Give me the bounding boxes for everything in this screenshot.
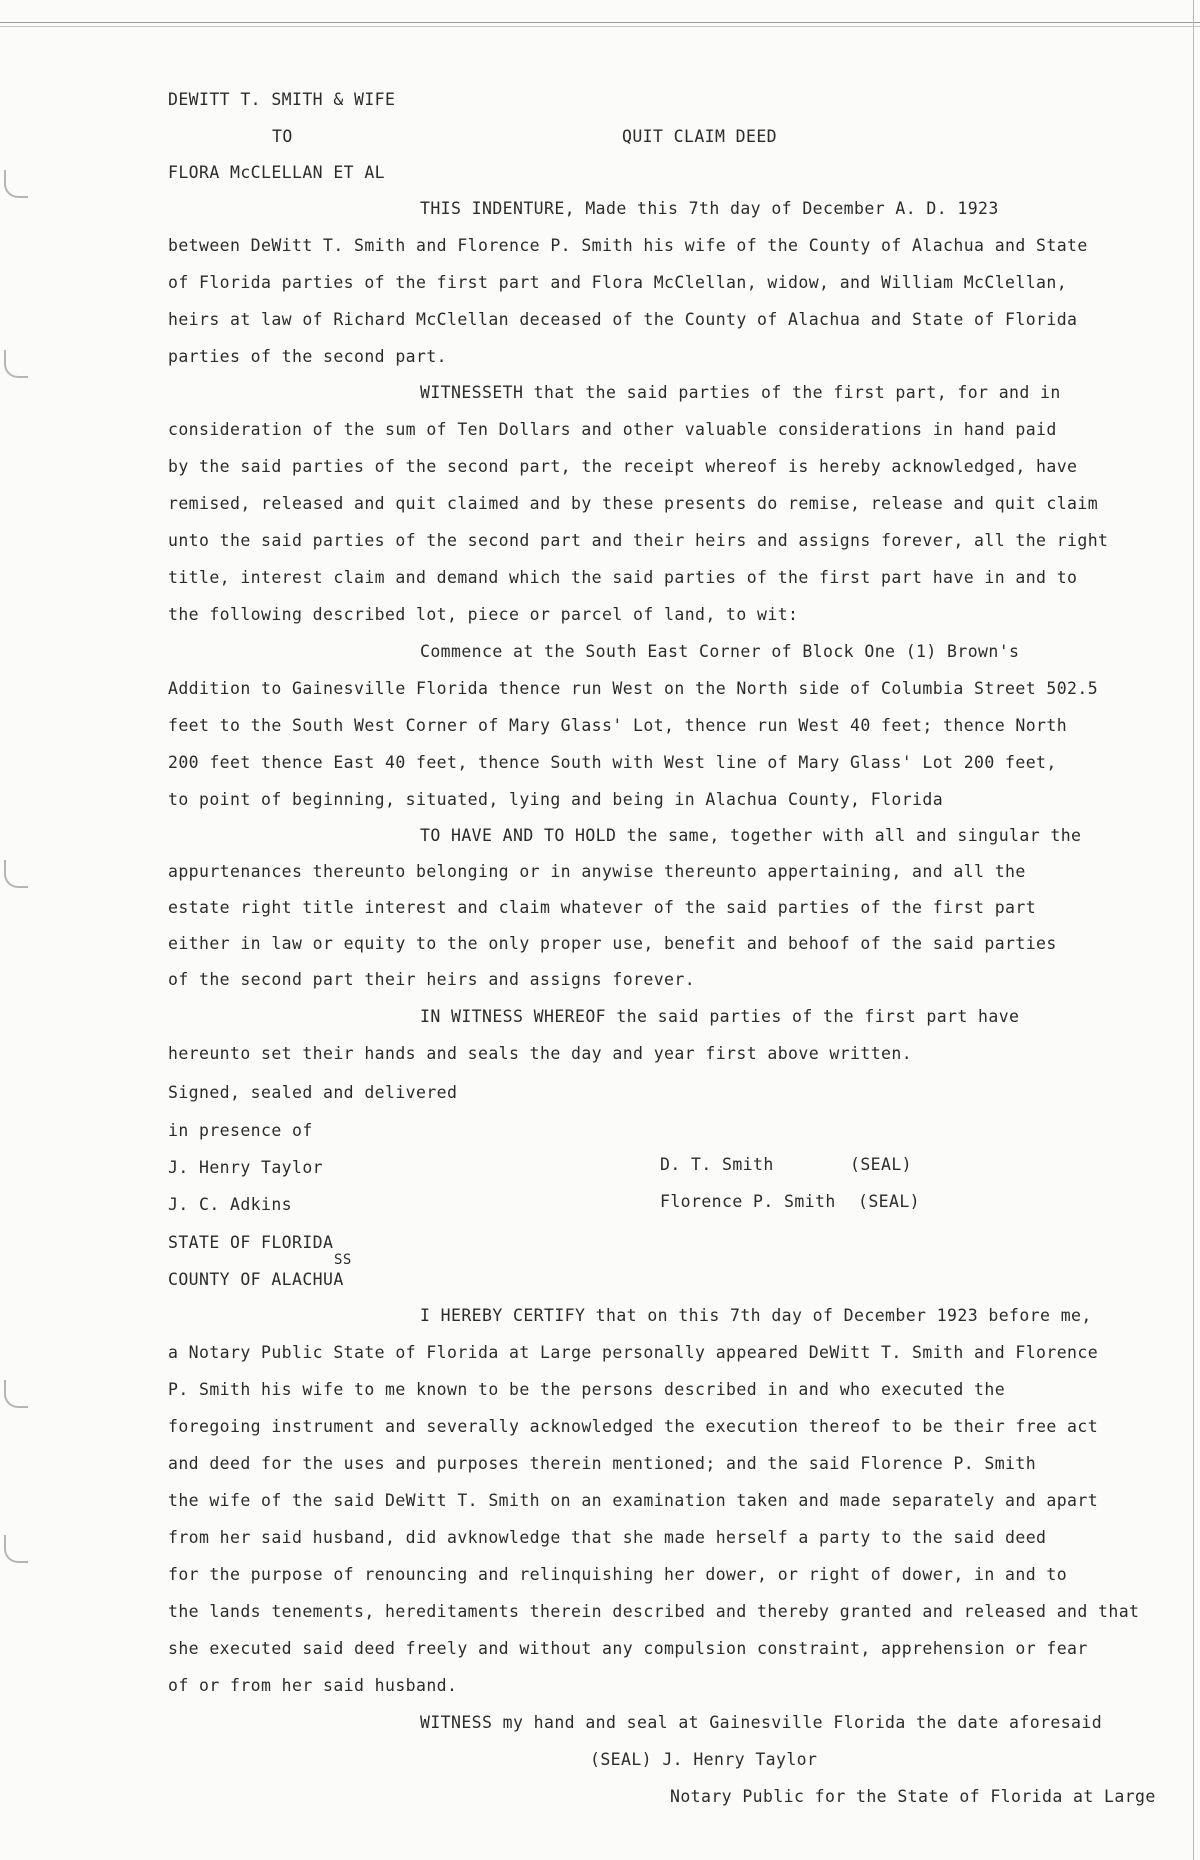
certificate-line: I HEREBY CERTIFY that on this 7th day of December 1923 before me,	[420, 1306, 1092, 1325]
seal-label: (SEAL)	[858, 1192, 921, 1211]
land-description-line: Addition to Gainesville Florida thence run West on the North side of Columbia Street 502.5	[168, 679, 1099, 698]
in-witness-line: hereunto set their hands and seals the day and year first above written.	[168, 1044, 913, 1063]
indenture-line: between DeWitt T. Smith and Florence P. Smith his wife of the County of Alachua and State	[168, 236, 1088, 255]
land-description-line: 200 feet thence East 40 feet, thence South with West line of Mary Glass' Lot 200 feet,	[168, 753, 1057, 772]
certificate-line: she executed said deed freely and without any compulsion constraint, apprehension or fear	[168, 1639, 1088, 1658]
indenture-line: heirs at law of Richard McClellan deceased of the County of Alachua and State of Florida	[168, 310, 1078, 329]
grantee-heading: FLORA McCLELLAN ET AL	[168, 163, 386, 182]
to-heading: TO	[272, 127, 293, 146]
witnesseth-line: WITNESSETH that the said parties of the first part, for and in	[420, 383, 1061, 402]
habendum-line: of the second part their heirs and assigns forever.	[168, 970, 696, 989]
in-presence-line: in presence of	[168, 1121, 313, 1140]
certificate-line: P. Smith his wife to me known to be the persons described in and who executed the	[168, 1380, 1006, 1399]
indenture-line: parties of the second part.	[168, 347, 448, 366]
certificate-line: foregoing instrument and severally acknowledged the execution thereof to be their free act	[168, 1417, 1099, 1436]
habendum-line: estate right title interest and claim whatever of the said parties of the first part	[168, 898, 1037, 917]
land-description-line: Commence at the South East Corner of Block One (1) Brown's	[420, 642, 1020, 661]
habendum-line: appurtenances thereunto belonging or in anywise thereunto appertaining, and all the	[168, 862, 1026, 881]
certificate-line: from her said husband, did avknowledge that she made herself a party to the said deed	[168, 1528, 1047, 1547]
notary-seal-signature: (SEAL) J. Henry Taylor	[590, 1750, 818, 1769]
in-witness-line: IN WITNESS WHEREOF the said parties of the first part have	[420, 1007, 1020, 1026]
deed-title: QUIT CLAIM DEED	[622, 127, 778, 146]
witnesseth-line: unto the said parties of the second part and their heirs and assigns forever, all the right	[168, 531, 1109, 550]
witnesseth-line: consideration of the sum of Ten Dollars and other valuable considerations in hand paid	[168, 420, 1057, 439]
notary-title: Notary Public for the State of Florida at Large	[670, 1787, 1156, 1806]
signer-name: Florence P. Smith	[660, 1192, 836, 1211]
witnesseth-line: the following described lot, piece or parcel of land, to wit:	[168, 605, 799, 624]
signer-name: D. T. Smith	[660, 1155, 774, 1174]
certificate-line: of or from her said husband.	[168, 1676, 458, 1695]
grantor-heading: DEWITT T. SMITH & WIFE	[168, 90, 396, 109]
habendum-line: TO HAVE AND TO HOLD the same, together with all and singular the	[420, 826, 1082, 845]
notary-witness-line: WITNESS my hand and seal at Gainesville Florida the date aforesaid	[420, 1713, 1103, 1732]
indenture-line: of Florida parties of the first part and Flora McClellan, widow, and William McClellan,	[168, 273, 1068, 292]
witnesseth-line: title, interest claim and demand which the said parties of the first part have in and to	[168, 568, 1078, 587]
venue-ss: SS	[334, 1252, 352, 1268]
land-description-line: feet to the South West Corner of Mary Glass' Lot, thence run West 40 feet; thence North	[168, 716, 1068, 735]
witness-name: J. Henry Taylor	[168, 1158, 324, 1177]
signed-sealed-line: Signed, sealed and delivered	[168, 1083, 458, 1102]
habendum-line: either in law or equity to the only proper use, benefit and behoof of the said parties	[168, 934, 1057, 953]
land-description-line: to point of beginning, situated, lying and being in Alachua County, Florida	[168, 790, 944, 809]
certificate-line: the lands tenements, hereditaments therein described and thereby granted and released and that	[168, 1602, 1140, 1621]
venue-state: STATE OF FLORIDA	[168, 1233, 334, 1252]
witnesseth-line: remised, released and quit claimed and by these presents do remise, release and quit claim	[168, 494, 1099, 513]
certificate-line: and deed for the uses and purposes therein mentioned; and the said Florence P. Smith	[168, 1454, 1037, 1473]
certificate-line: a Notary Public State of Florida at Large personally appeared DeWitt T. Smith and Florence	[168, 1343, 1099, 1362]
certificate-line: for the purpose of renouncing and relinquishing her dower, or right of dower, in and to	[168, 1565, 1068, 1584]
seal-label: (SEAL)	[850, 1155, 913, 1174]
witness-name: J. C. Adkins	[168, 1195, 293, 1214]
indenture-line: THIS INDENTURE, Made this 7th day of December A. D. 1923	[420, 199, 999, 218]
venue-county: COUNTY OF ALACHUA	[168, 1270, 344, 1289]
certificate-line: the wife of the said DeWitt T. Smith on an examination taken and made separately and apart	[168, 1491, 1099, 1510]
witnesseth-line: by the said parties of the second part, the receipt whereof is hereby acknowledged, have	[168, 457, 1078, 476]
